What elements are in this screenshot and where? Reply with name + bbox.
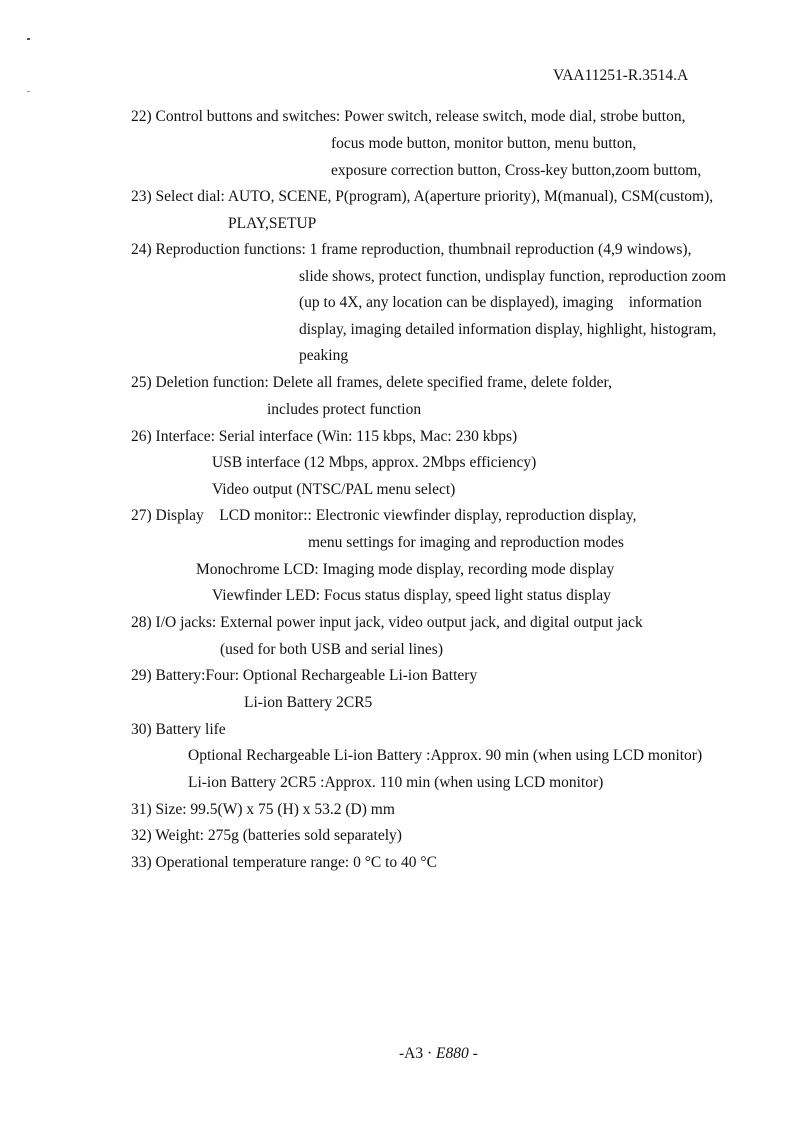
document-id: VAA11251-R.3514.A [553, 67, 689, 84]
footer-suffix: - [468, 1045, 478, 1062]
spec-line-22-cont: focus mode button, monitor button, menu button, [331, 135, 637, 152]
page-footer [399, 1045, 478, 1063]
spec-line-24-cont: display, imaging detailed information display, highlight, histogram, [299, 321, 717, 338]
model-name: E880 [436, 1045, 469, 1062]
spec-line-26: 26) Interface: Serial interface (Win: 115 kbps, Mac: 230 kbps) [131, 428, 518, 445]
spec-line-25-cont: includes protect function [267, 401, 422, 418]
scan-mark [27, 38, 30, 40]
spec-line-27: 27) Display LCD monitor:: Electronic viewfinder display, reproduction display, [131, 507, 637, 524]
scan-mark [27, 91, 30, 92]
spec-line-29: 29) Battery:Four: Optional Rechargeable Li-ion Battery [131, 667, 478, 684]
spec-line-24-cont: (up to 4X, any location can be displayed), imaging information [299, 294, 702, 311]
spec-line-25: 25) Deletion function: Delete all frames, delete specified frame, delete folder, [131, 374, 612, 391]
spec-line-30-cont: Li-ion Battery 2CR5 :Approx. 110 min (when using LCD monitor) [188, 774, 604, 791]
spec-line-22: 22) Control buttons and switches: Power switch, release switch, mode dial, strobe button, [131, 108, 686, 125]
spec-line-24-cont: peaking [299, 347, 349, 364]
spec-line-23: 23) Select dial: AUTO, SCENE, P(program), A(aperture priority), M(manual), CSM(custom), [131, 188, 714, 205]
spec-line-27-cont: Monochrome LCD: Imaging mode display, recording mode display [196, 561, 615, 578]
page-number: -A3 · [399, 1045, 437, 1062]
spec-line-26-cont: Video output (NTSC/PAL menu select) [212, 481, 456, 498]
spec-line-24: 24) Reproduction functions: 1 frame reproduction, thumbnail reproduction (4,9 windows), [131, 241, 692, 258]
spec-line-22-cont: exposure correction button, Cross-key button,zoom buttom, [331, 162, 702, 179]
spec-line-30: 30) Battery life [131, 721, 226, 738]
spec-line-29-cont: Li-ion Battery 2CR5 [244, 694, 373, 711]
spec-line-31: 31) Size: 99.5(W) x 75 (H) x 53.2 (D) mm [131, 801, 395, 818]
spec-line-28-cont: (used for both USB and serial lines) [220, 641, 443, 658]
spec-line-33: 33) Operational temperature range: 0 °C to 40 °C [131, 854, 437, 871]
spec-line-30-cont: Optional Rechargeable Li-ion Battery :Approx. 90 min (when using LCD monitor) [188, 747, 703, 764]
spec-line-27-cont: Viewfinder LED: Focus status display, speed light status display [212, 587, 611, 604]
spec-line-28: 28) I/O jacks: External power input jack, video output jack, and digital output jack [131, 614, 643, 631]
spec-line-26-cont: USB interface (12 Mbps, approx. 2Mbps efficiency) [212, 454, 537, 471]
spec-line-23-cont: PLAY,SETUP [228, 215, 317, 232]
spec-line-24-cont: slide shows, protect function, undisplay function, reproduction zoom [299, 268, 727, 285]
spec-line-32: 32) Weight: 275g (batteries sold separately) [131, 827, 402, 844]
spec-line-27-cont: menu settings for imaging and reproduction modes [308, 534, 624, 551]
